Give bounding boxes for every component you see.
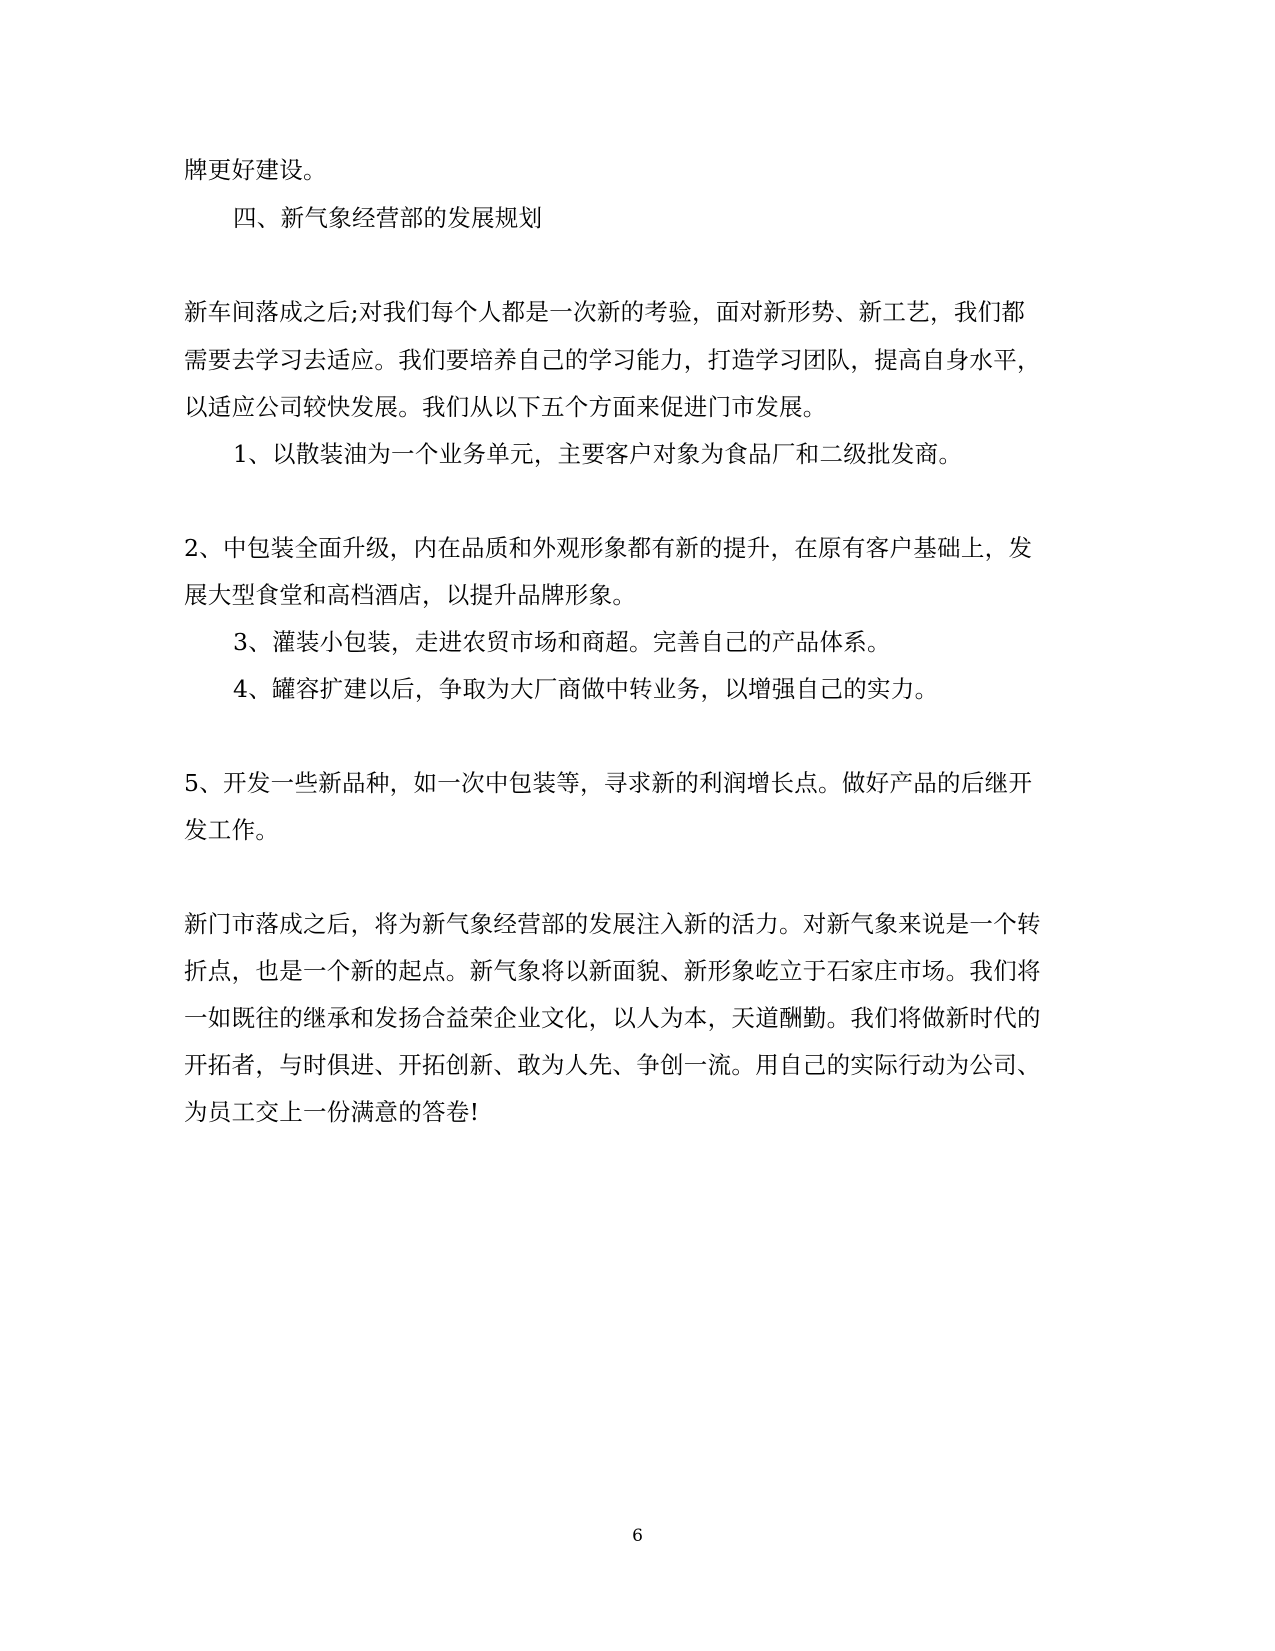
text-line: 开拓者，与时俱进、开拓创新、敢为人先、争创一流。用自己的实际行动为公司、 xyxy=(184,1051,1041,1079)
text-line: 新车间落成之后;对我们每个人都是一次新的考验，面对新形势、新工艺，我们都 xyxy=(184,298,1026,326)
text-line: 为员工交上一份满意的答卷! xyxy=(184,1098,480,1126)
text-line: 一如既往的继承和发扬合益荣企业文化，以人为本，天道酬勤。我们将做新时代的 xyxy=(184,1004,1041,1032)
text-line: 牌更好建设。 xyxy=(184,156,327,184)
text-line: 发工作。 xyxy=(184,816,280,844)
list-item: 5、开发一些新品种，如一次中包装等，寻求新的利润增长点。做好产品的后继开 xyxy=(184,769,1033,797)
text-line: 展大型食堂和高档酒店，以提升品牌形象。 xyxy=(184,581,637,609)
section-heading: 四、新气象经营部的发展规划 xyxy=(233,204,543,232)
list-item: 2、中包装全面升级，内在品质和外观形象都有新的提升，在原有客户基础上，发 xyxy=(184,534,1033,562)
page-number: 6 xyxy=(632,1526,643,1546)
list-item: 3、灌装小包装，走进农贸市场和商超。完善自己的产品体系。 xyxy=(233,628,891,656)
text-line: 折点，也是一个新的起点。新气象将以新面貌、新形象屹立于石家庄市场。我们将 xyxy=(184,957,1041,985)
text-line: 需要去学习去适应。我们要培养自己的学习能力，打造学习团队，提高自身水平， xyxy=(184,346,1041,374)
list-item: 4、罐容扩建以后，争取为大厂商做中转业务，以增强自己的实力。 xyxy=(233,675,939,703)
list-item: 1、以散装油为一个业务单元，主要客户对象为食品厂和二级批发商。 xyxy=(233,440,963,468)
text-line: 以适应公司较快发展。我们从以下五个方面来促进门市发展。 xyxy=(184,393,827,421)
text-line: 新门市落成之后，将为新气象经营部的发展注入新的活力。对新气象来说是一个转 xyxy=(184,910,1041,938)
